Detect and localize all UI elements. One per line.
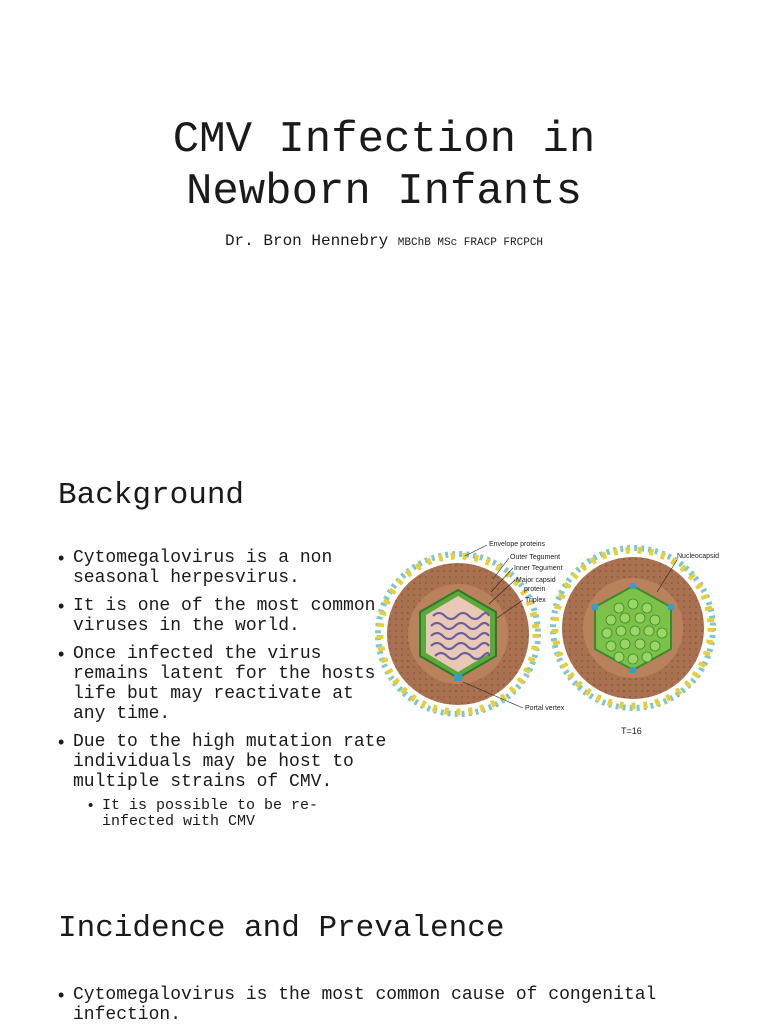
bullet-item: • Cytomegalovirus is the most common cause of congenital infection. [58, 985, 738, 1024]
bullet-item: • Cytomegalovirus is a non seasonal herpesvirus. [58, 548, 388, 588]
bullet-list [58, 548, 388, 838]
author-name: Dr. Bron Hennebry [224, 232, 389, 250]
label-portal-vertex: Portal vertex [525, 705, 565, 712]
title-slide [0, 0, 768, 440]
bullet-item: • It is one of the most common viruses in the world. [58, 596, 388, 636]
bullet-item: • Due to the high mutation rate individuals may be host to multiple strains of CMV. [58, 732, 388, 792]
background-slide [0, 470, 768, 865]
label-envelope-proteins: Envelope proteins [489, 541, 546, 548]
title-line-2: Newborn Infants [185, 167, 583, 217]
sub-bullet-item: • It is possible to be re-infected with CMV [58, 798, 388, 830]
label-inner-tegument: Inner Tegument [514, 565, 563, 572]
author-line [0, 231, 768, 253]
title-line-1: CMV Infection in [172, 115, 596, 165]
bullet-item: • Once infected the virus remains latent for the hosts life but may reactivate at any time. [58, 644, 388, 724]
author-credentials: MBChB MSc FRACP FRCPCH [397, 237, 544, 249]
virion-surface-view [553, 548, 713, 708]
slide-heading: Incidence and Prevalence [58, 911, 505, 946]
label-major-capsid: Major capsid [516, 577, 556, 584]
label-triplex: Triplex [525, 597, 546, 604]
presentation-title [0, 114, 768, 218]
virion-cross-section [378, 554, 538, 714]
bullet-list [58, 985, 738, 1024]
label-triangulation-number: T=16 [621, 726, 642, 736]
label-major-capsid-protein: protein [524, 586, 546, 593]
label-outer-tegument: Outer Tegument [510, 554, 561, 561]
cmv-virion-diagram [375, 532, 755, 752]
label-nucleocapsid: Nucleocapsid [677, 553, 720, 560]
incidence-slide [0, 905, 768, 1024]
portal-vertex-marker [454, 674, 462, 681]
slide-heading: Background [58, 478, 245, 513]
